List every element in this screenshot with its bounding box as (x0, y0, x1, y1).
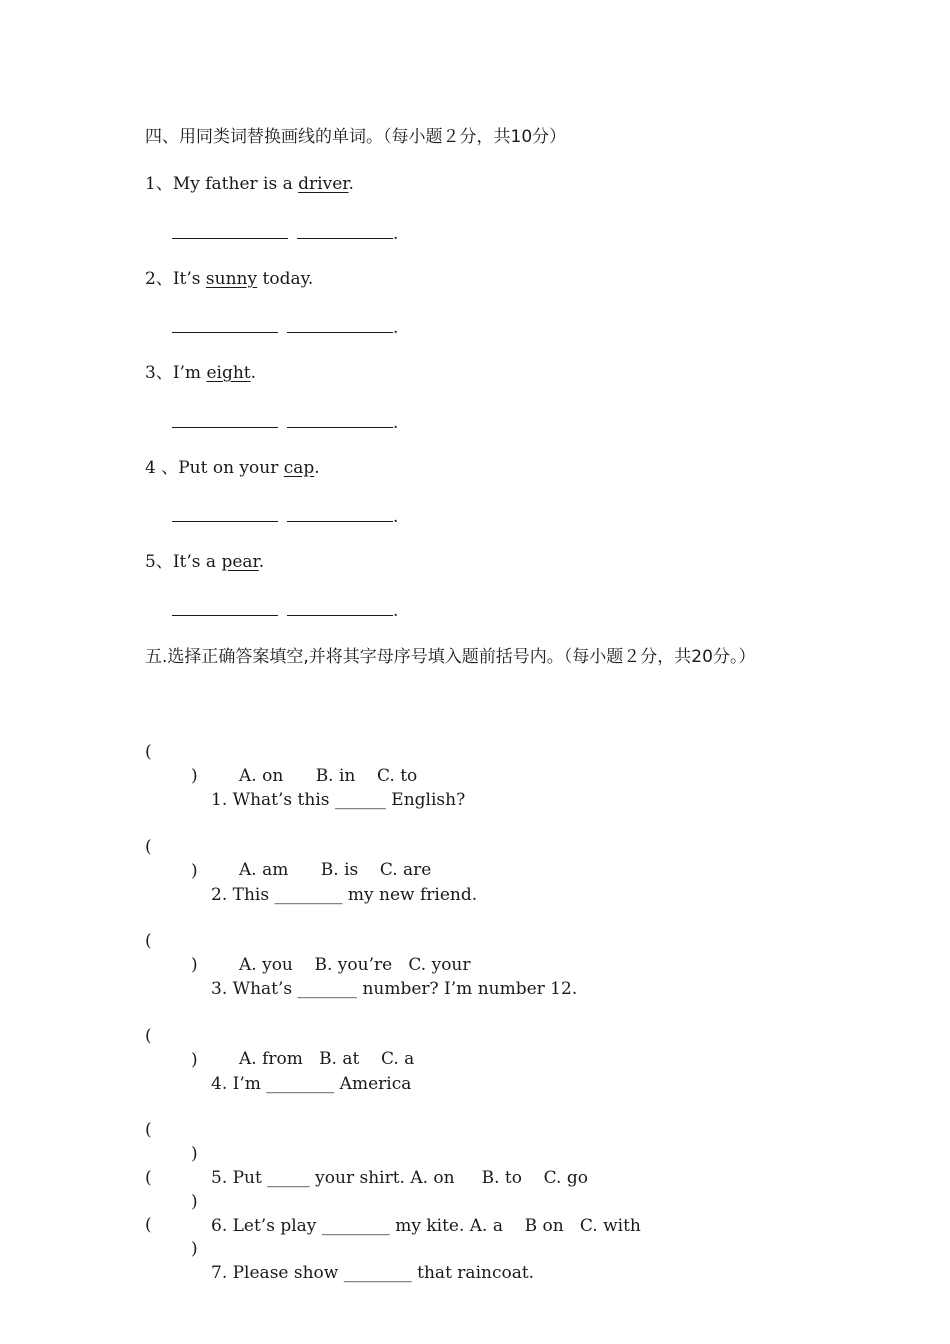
s4-item-4-suffix: . (314, 458, 320, 478)
blank-period: . (393, 413, 399, 433)
question-text: 1. What’s this ______ English? (211, 790, 466, 810)
s4-item-2-suffix: today. (257, 269, 314, 289)
answer-blank[interactable] (287, 332, 393, 333)
question-text: 2. This ________ my new friend. (211, 885, 478, 905)
s4-item-3-suffix: . (250, 363, 257, 383)
blank-period: . (393, 601, 399, 621)
answer-paren-open[interactable]: ( (145, 1215, 152, 1235)
answer-paren-close[interactable]: ) (191, 766, 198, 786)
s4-item-3-prefix: 3、I’m (145, 363, 207, 383)
s4-item-5-prefix: 5、It’s a (145, 552, 222, 572)
answer-blank[interactable] (172, 615, 278, 616)
s4-item-4 (145, 456, 320, 480)
answer-blank[interactable] (297, 238, 393, 239)
s4-item-2-prefix: 2、It’s (145, 269, 206, 289)
answer-paren-open[interactable]: ( (145, 1026, 152, 1046)
answer-blank[interactable] (172, 238, 288, 239)
s4-item-5-suffix: . (258, 552, 265, 572)
s4-item-4-prefix: 4 、Put on your (145, 458, 284, 478)
s4-item-3 (145, 361, 256, 385)
s4-item-2-underlined-word: sunny (205, 269, 258, 289)
answer-paren-close[interactable]: ) (191, 1239, 198, 1259)
s4-item-1 (145, 172, 354, 196)
question-text: 4. I’m ________ America (211, 1074, 412, 1094)
s4-item-4-underlined-word: cap (283, 458, 315, 478)
s4-item-2 (145, 267, 313, 291)
answer-paren-open[interactable]: ( (145, 931, 152, 951)
answer-blank[interactable] (287, 427, 393, 428)
s4-item-3-underlined-word: eight (206, 363, 251, 383)
answer-paren-open[interactable]: ( (145, 1168, 152, 1188)
s4-item-1-suffix: . (348, 174, 354, 194)
blank-period: . (393, 224, 399, 244)
answer-paren-close[interactable]: ) (191, 955, 198, 975)
answer-paren-close[interactable]: ) (191, 1192, 198, 1212)
blank-period: . (393, 507, 399, 527)
s5-question-2-options: A. am B. is C. are (239, 860, 432, 880)
section5-heading: 五.选择正确答案填空,并将其字母序号填入题前括号内。（每小题２分，共20分。） (145, 647, 756, 667)
question-text: 6. Let’s play ________ my kite. A. a B on C. with (211, 1216, 641, 1236)
answer-blank[interactable] (172, 427, 278, 428)
answer-blank[interactable] (287, 521, 393, 522)
s4-item-1-prefix: 1、My father is a (145, 174, 299, 194)
s4-item-5 (145, 550, 264, 574)
blank-period: . (393, 318, 399, 338)
s4-item-1-underlined-word: driver (298, 174, 349, 194)
answer-blank[interactable] (172, 521, 278, 522)
question-text: 5. Put _____ your shirt. A. on B. to C. go (211, 1168, 588, 1188)
s5-question-1-options: A. on B. in C. to (239, 766, 418, 786)
answer-paren-close[interactable]: ) (191, 1050, 198, 1070)
s5-question-3-options: A. you B. you’re C. your (239, 955, 471, 975)
answer-paren-close[interactable]: ) (191, 1144, 198, 1164)
question-text: 3. What’s _______ number? I’m number 12. (211, 979, 578, 999)
s5-question-4-options: A. from B. at C. a (239, 1049, 415, 1069)
answer-paren-open[interactable]: ( (145, 742, 152, 762)
answer-paren-close[interactable]: ) (191, 861, 198, 881)
answer-blank[interactable] (287, 615, 393, 616)
answer-paren-open[interactable]: ( (145, 837, 152, 857)
section4-heading: 四、用同类词替换画线的单词。（每小题２分，共10分） (145, 127, 567, 147)
answer-blank[interactable] (172, 332, 278, 333)
answer-paren-open[interactable]: ( (145, 1120, 152, 1140)
s4-item-5-underlined-word: pear (221, 552, 259, 572)
question-text: 7. Please show ________ that raincoat. (211, 1263, 535, 1283)
